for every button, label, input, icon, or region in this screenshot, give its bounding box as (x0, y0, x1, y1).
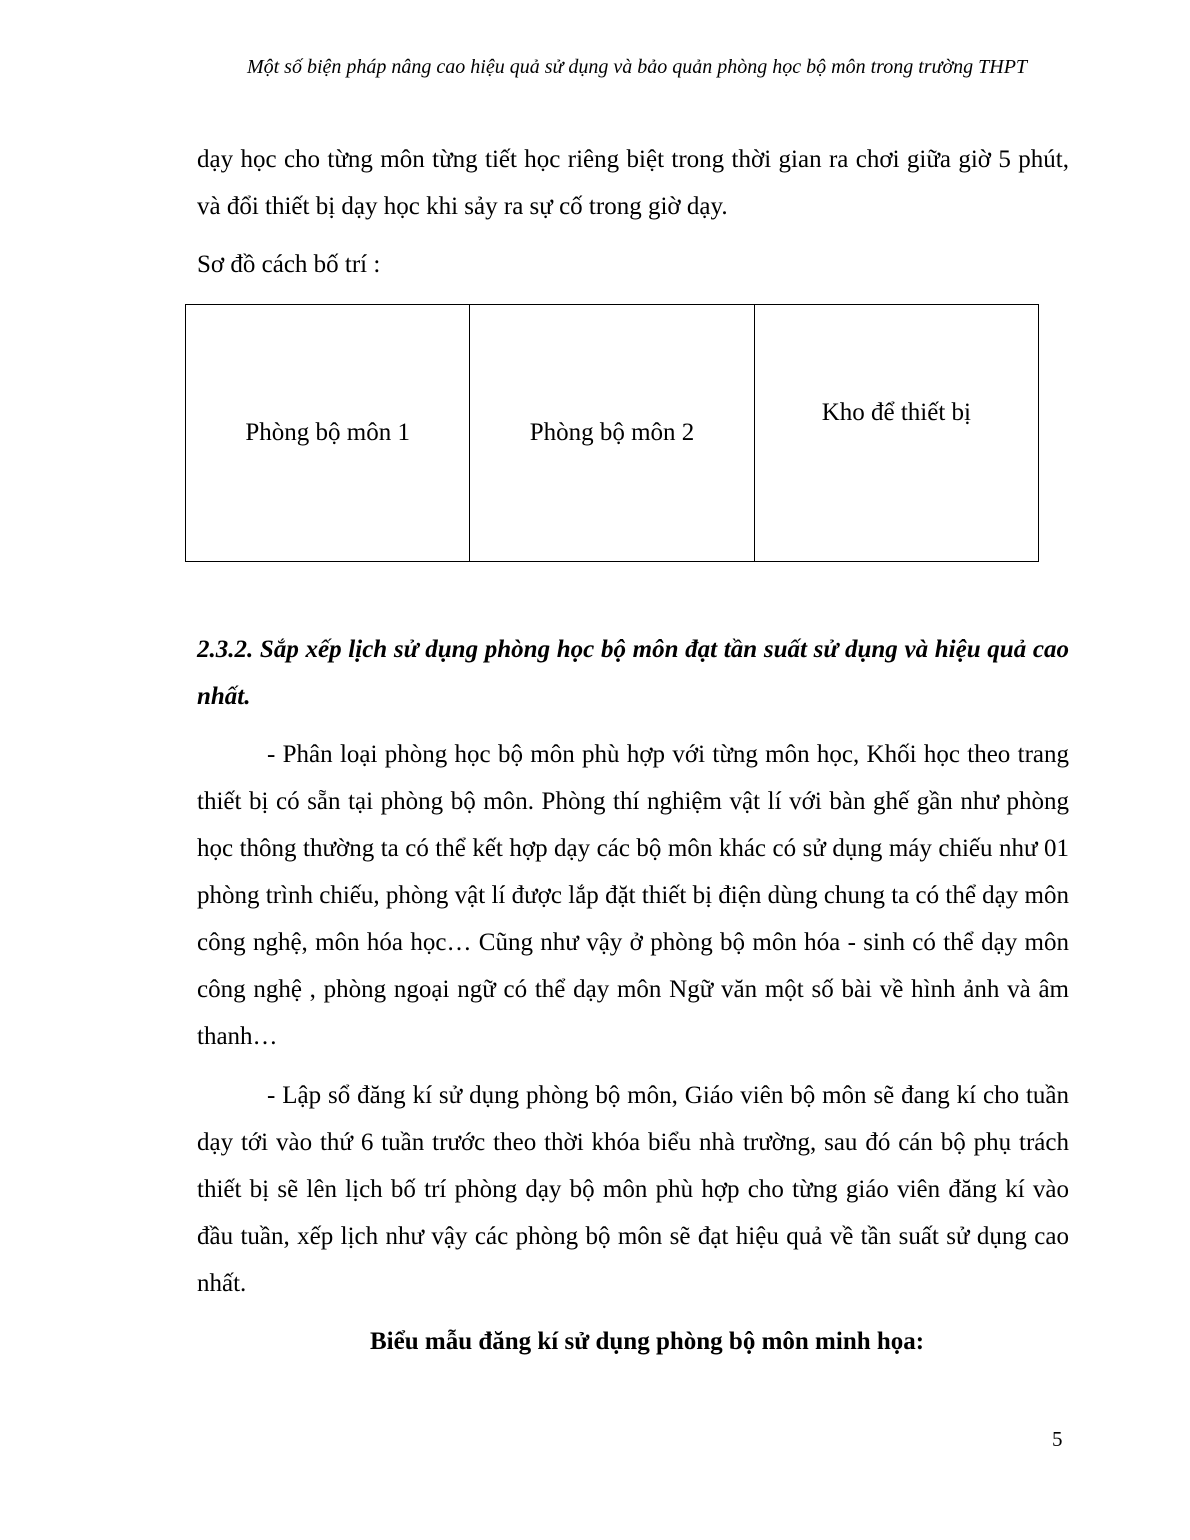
paragraph-registration-book: - Lập sổ đăng kí sử dụng phòng bộ môn, Giáo viên bộ môn sẽ đang kí cho tuần dạy tới vào thứ 6 tuần trước theo thời khóa biểu nhà trường, sau đó cán bộ phụ trách thiết bị sẽ lên lịch bố trí phòng dạy bộ môn phù hợp cho từng giáo viên đăng kí vào đầu tuần, xếp lịch như vậy các phòng bộ môn sẽ đạt hiệu quả về tần suất sử dụng cao nhất. (197, 1082, 1069, 1297)
paragraph-classify-rooms: - Phân loại phòng học bộ môn phù hợp với từng môn học, Khối học theo trang thiết bị có sẵn tại phòng bộ môn. Phòng thí nghiệm vật lí với bàn ghế gần như phòng học thông thường ta có thể kết hợp dạy các bộ môn khác có sử dụng máy chiếu như 01 phòng trình chiếu, phòng vật lí được lắp đặt thiết bị điện dùng chung ta có thể dạy môn công nghệ, môn hóa học… Cũng như vậy ở phòng bộ môn hóa - sinh có thể dạy môn công nghệ , phòng ngoại ngữ có thể dạy môn Ngữ văn một số bài về hình ảnh và âm thanh… (197, 741, 1069, 1050)
room-layout-row (186, 305, 1039, 562)
room-cell-2: Phòng bộ môn 2 (470, 305, 754, 562)
equipment-storage-cell: Kho để thiết bị (754, 305, 1038, 562)
room-cell-1: Phòng bộ môn 1 (186, 305, 470, 562)
page-header: Một số biện pháp nâng cao hiệu quả sử dụng và bảo quản phòng học bộ môn trong trường THPT (246, 56, 1028, 78)
section-heading: 2.3.2. Sắp xếp lịch sử dụng phòng học bộ môn đạt tần suất sử dụng và hiệu quả cao nhất. (197, 636, 1069, 710)
page-number: 5 (1052, 1427, 1063, 1451)
form-title: Biểu mẫu đăng kí sử dụng phòng bộ môn minh họa: (370, 1328, 925, 1355)
room-layout-diagram (185, 304, 1039, 562)
diagram-caption: Sơ đồ cách bố trí : (197, 251, 381, 278)
intro-paragraph: dạy học cho từng môn từng tiết học riêng biệt trong thời gian ra chơi giữa giờ 5 phút, và đổi thiết bị dạy học khi sảy ra sự cố trong giờ dạy. (197, 146, 1069, 220)
